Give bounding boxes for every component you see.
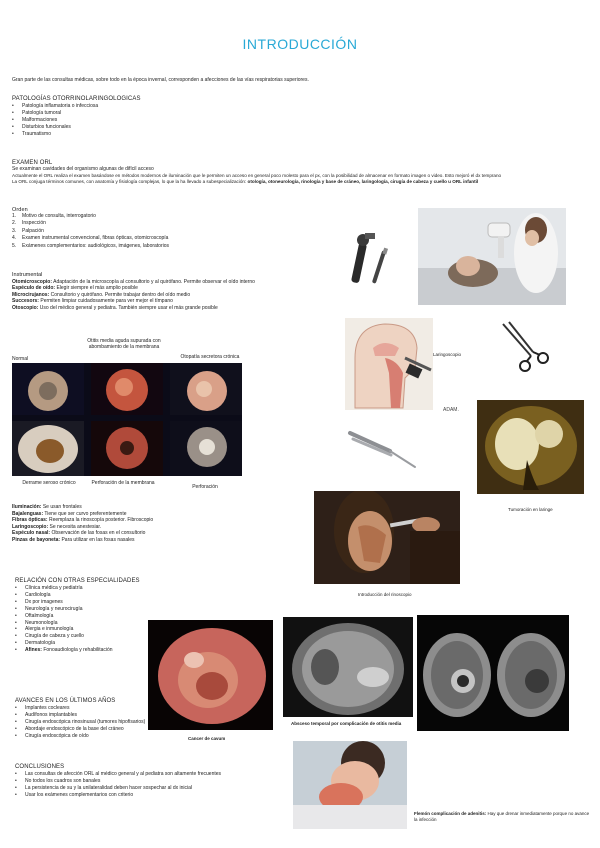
- list-item: • No todos los cuadros son banales: [15, 778, 221, 785]
- page-title: INTRODUCCIÓN: [242, 36, 358, 52]
- pathologies-section: [12, 96, 141, 138]
- instrumental2-item: Iluminación: Se usan frontales: [12, 504, 82, 510]
- instrumental2-item: Espéculo nasal: Observación de las fosas en el consultorio: [12, 530, 146, 537]
- instrumental-item: Otomicroscopio: Adaptación de la microscopía al consultorio y al quirófano. Permite observar el oído interno: [12, 278, 255, 285]
- list-item: • Patología tumoral: [12, 110, 141, 117]
- instrumental-item: Espéculo de oído: Elegir siempre el más amplio posible: [12, 285, 138, 292]
- list-item: • Dx por imagenes: [15, 599, 140, 606]
- cavum-cancer-photo: [148, 620, 273, 730]
- list-item: • Las consultas de afección ORL al médico general y al pediatra son altamente frecuentes: [15, 771, 221, 778]
- list-item: • Neurología y neurocirugía: [15, 606, 140, 613]
- orden-heading: Orden: [12, 207, 28, 213]
- relacion-list: [15, 585, 140, 654]
- list-item: • Oftalmología: [15, 613, 140, 620]
- exam-line1: Se examinan cavidades del organismo algunas de difícil acceso: [12, 166, 154, 172]
- conclusiones-list: [15, 771, 221, 799]
- exam-heading: EXAMEN ORL: [12, 160, 53, 166]
- list-item: 2. Inspección: [12, 220, 46, 227]
- avances-list: [15, 705, 145, 740]
- list-item: • Usar los exámenes complementarios con criterio: [15, 792, 221, 799]
- relacion-section: [15, 578, 140, 654]
- pathologies-heading: PATOLOGÍAS OTORRINOLARINGOLOGICAS: [12, 96, 141, 102]
- otoscope-image: [345, 225, 395, 290]
- mri-image-1: [283, 617, 413, 717]
- avances-section: [15, 698, 145, 740]
- exam-line3: [12, 179, 501, 186]
- label-laringoscopio: Laringoscopio: [433, 352, 462, 357]
- list-item: • Disturbios funcionales: [12, 124, 141, 131]
- list-item: 5. Exámenes complementarios: audiológicos, imágenes, laboratorios: [12, 242, 170, 249]
- caption-normal: Normal: [12, 356, 29, 362]
- exam-line3-bold: otología, otoneurología, rinología y base de cráneo, laringología, cirugía de cabeza y cuello u ORL infantil: [247, 179, 479, 185]
- instrumental2-section: [12, 504, 153, 544]
- caption-perforacion-membrana: Perforación de la membrana: [91, 480, 155, 486]
- list-item: • Cirugía endoscópica rinosinusal (tumores hipofisarios): [15, 719, 145, 726]
- label-cancer: Cancer de cavum: [188, 736, 226, 741]
- list-item: • Malformaciones: [12, 117, 141, 124]
- instrumental2-item: Laringoscopio: Se necesita anestesiar.: [12, 523, 102, 530]
- label-absceso: Absceso temporal por complicación de otitis media: [291, 721, 402, 726]
- list-item: 4. Examen instrumental convencional, fibras ópticas, otomicroscopía: [12, 235, 169, 242]
- list-item: • Audífonos implantables: [15, 712, 145, 719]
- instrumental2-item: Pinzas de bayoneta: Para utilizar en las fosas nasales: [12, 536, 135, 543]
- mri-image-2: [417, 615, 569, 731]
- list-item: • Abordaje endoscópico de la base del cráneo: [15, 726, 145, 733]
- instrumental-item: Succesors: Permiten limpiar cuidadosamente para ver mejor el tímpano: [12, 298, 173, 305]
- exam-line3-plain: La ORL conjuga términos comunes, con anatomía y fisiología complejas, lo que la ha llevado a subespecialización:: [12, 179, 248, 185]
- list-item: • Neumonología: [15, 620, 140, 627]
- instrumental-heading: Instrumental: [12, 272, 43, 278]
- pathologies-list: [12, 103, 141, 138]
- caption-derrame: Derrame seroso crónico: [22, 480, 76, 486]
- list-item: • Alergia e inmunología: [15, 626, 140, 633]
- list-item: • Afines: Fonoaudiología y rehabilitación: [15, 647, 140, 654]
- conclusiones-heading: CONCLUSIONES: [15, 764, 65, 770]
- list-item: • La persistencia de su y la unilateralidad deben hacer sospechar al dx inicial: [15, 785, 221, 792]
- orden-list: [12, 213, 169, 250]
- instrumental2-item: Bajalenguas: Tiene que ser curvo preferentemente: [12, 510, 127, 517]
- list-item: • Cardiología: [15, 592, 140, 599]
- caption-otitis: Otitis media aguda supurada con abombamiento de la membrana: [87, 338, 161, 350]
- laryngoscopy-diagram: [345, 318, 433, 410]
- adenitis-photo: [293, 741, 407, 829]
- list-item: • Cirugía endoscópica de oído: [15, 733, 145, 740]
- list-item: • Dermatología: [15, 640, 140, 647]
- forceps-image: [495, 318, 565, 380]
- list-item: • Clínica médica y pediatría: [15, 585, 140, 592]
- intro-text: Gran parte de las consultas médicas, sobre todo en la época invernal, corresponden a afecciones de las vías respiratorias superiores.: [12, 77, 309, 83]
- orden-section: [12, 207, 169, 250]
- conclusiones-section: [15, 764, 221, 799]
- instrumental-section: [12, 272, 255, 312]
- bayonet-forceps-image: [345, 425, 420, 475]
- list-item: • Patología inflamatoria o infecciosa: [12, 103, 141, 110]
- list-item: • Cirugía de cabeza y cuello: [15, 633, 140, 640]
- avances-heading: AVANCES EN LOS ÚLTIMOS AÑOS: [15, 698, 116, 704]
- exam-line2: Actualmente el ORL realiza el examen basándose en métodos modernos de iluminación que le permiten un acceso en general poco molesto para el px, con la posibilidad de almacenar en formato imagen o video. Esto mejoró el dx temprano: [12, 172, 502, 178]
- list-item: • Traumatismo: [12, 131, 141, 138]
- list-item: 3. Palpación: [12, 227, 44, 234]
- instrumental2-item: Fibras ópticas: Reemplaza la rinoscopía posterior. Fibroscopio: [12, 517, 154, 524]
- label-rinoscopio: Introducción del rinoscopio: [358, 592, 412, 597]
- caption-otopatia: Otopatía secretora crónica: [180, 354, 240, 360]
- instrumental-item: Microcirujanos: Consultorio y quirófano. Permite trabajar dentro del oído medio: [12, 291, 191, 298]
- caption-perforacion: Perforación: [192, 484, 218, 490]
- larynx-tumor-photo: [477, 400, 584, 494]
- exam-section: [12, 160, 501, 186]
- label-tumoracion: Tumoración en laringe: [508, 507, 553, 512]
- list-item: 1. Motivo de consulta, interrogatorio: [12, 213, 96, 219]
- label-flemon: Flemón complicación de adenitis: Hay que drenar inmediatamente porque no avance la infección: [414, 811, 590, 822]
- list-item: • Implantes cocleares: [15, 705, 145, 712]
- rhinoscope-photo: [314, 491, 460, 584]
- relacion-heading: RELACIÓN CON OTRAS ESPECIALIDADES: [15, 578, 140, 584]
- otomicroscope-photo: [418, 208, 566, 305]
- ear-endoscopy-panel: [12, 363, 242, 476]
- label-adam: ADAM.: [443, 407, 459, 413]
- instrumental-item: Otoscopio: Uso del médico general y pediatra. También siempre usar el más grande posible: [12, 304, 218, 311]
